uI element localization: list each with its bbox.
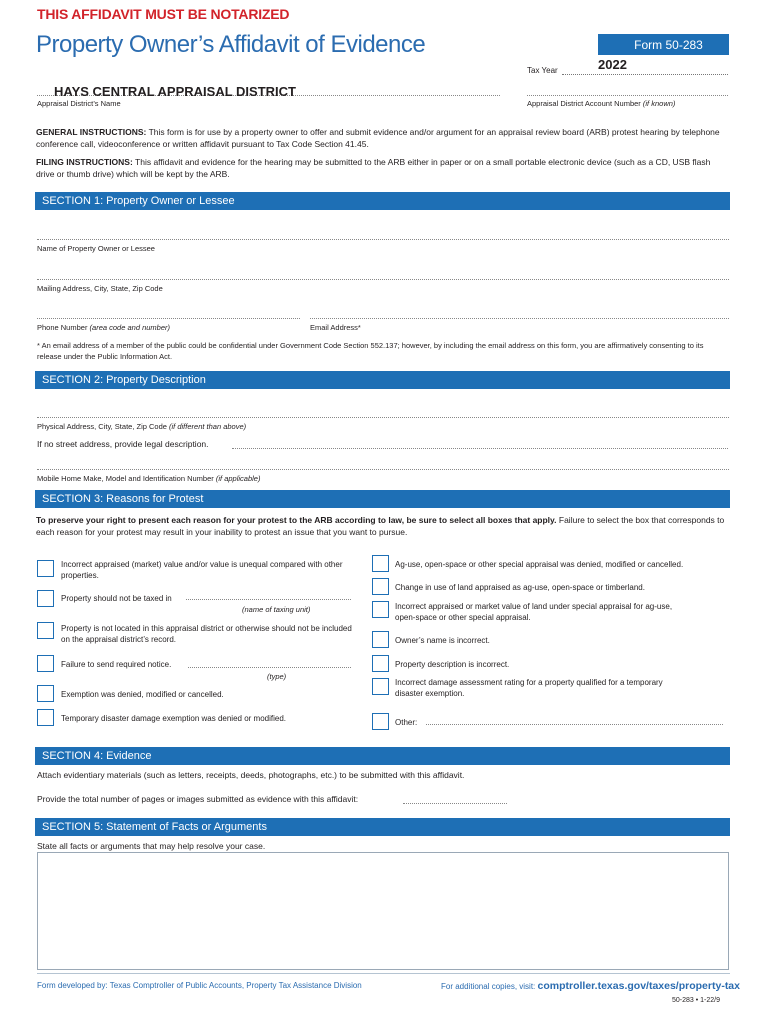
reason-label-failure-notice: Failure to send required notice.: [61, 660, 172, 669]
district-name-label: Appraisal District’s Name: [37, 99, 121, 108]
footer-form-code: 50-283 • 1-22/9: [672, 997, 720, 1004]
reason-checkbox-other[interactable]: [372, 713, 389, 730]
mailing-address-label: Mailing Address, City, State, Zip Code: [37, 284, 163, 293]
section-4-header: SECTION 4: Evidence: [35, 747, 730, 765]
general-instructions: GENERAL INSTRUCTIONS: This form is for use by a property owner to offer and submit evidence and/or argument for an appraisal review board (ARB) protest hearing by telephone conference call, videoconference or written affidavit pursuant to Tax Code Section 41.45.: [36, 127, 720, 149]
section-3-header: SECTION 3: Reasons for Protest: [35, 490, 730, 508]
notice-type-field[interactable]: [188, 667, 351, 668]
reason-label-not-taxed: Property should not be taxed in: [61, 594, 172, 603]
evidence-pages-field[interactable]: [403, 803, 507, 804]
reason-checkbox-disaster-exemption[interactable]: [37, 709, 54, 726]
reason-label-special-appraisal-value: Incorrect appraised or market value of land under special appraisal for ag-use, open-space or other special appraisal.: [395, 602, 673, 622]
reason-checkbox-exemption-denied[interactable]: [37, 685, 54, 702]
tax-year-value[interactable]: 2022: [598, 57, 627, 72]
other-reason-field[interactable]: [426, 724, 723, 725]
reason-label-owner-name: Owner’s name is incorrect.: [395, 636, 490, 645]
filing-instructions: FILING INSTRUCTIONS: This affidavit and evidence for the hearing may be submitted to the ARB either in paper or on a small portable electronic device (such as a CD, USB flash drive or thumb drive) which will be kept by the ARB.: [36, 157, 711, 179]
reason-checkbox-not-taxed[interactable]: [37, 590, 54, 607]
district-name-value[interactable]: HAYS CENTRAL APPRAISAL DISTRICT: [54, 84, 296, 99]
mobile-home-label: Mobile Home Make, Model and Identification Number (if applicable): [37, 474, 261, 483]
taxing-unit-sublabel: (name of taxing unit): [242, 605, 311, 614]
form-title: Property Owner’s Affidavit of Evidence: [36, 31, 426, 58]
email-field[interactable]: [310, 318, 729, 319]
reason-checkbox-property-description[interactable]: [372, 655, 389, 672]
reason-checkbox-failure-notice[interactable]: [37, 655, 54, 672]
account-number-label: Appraisal District Account Number (if known): [527, 99, 676, 108]
section-1-header: SECTION 1: Property Owner or Lessee: [35, 192, 730, 210]
reason-label-ag-use-denied: Ag-use, open-space or other special appraisal was denied, modified or cancelled.: [395, 560, 684, 569]
reason-label-incorrect-value: Incorrect appraised (market) value and/or value is unequal compared with other properties.: [61, 560, 343, 580]
form-number-badge: Form 50-283: [598, 34, 729, 55]
reason-label-change-in-use: Change in use of land appraised as ag-use, open-space or timberland.: [395, 583, 645, 592]
reason-checkbox-ag-use-denied[interactable]: [372, 555, 389, 572]
reason-label-disaster-exemption: Temporary disaster damage exemption was denied or modified.: [61, 714, 287, 723]
mobile-home-field[interactable]: [37, 469, 729, 470]
notarization-warning: THIS AFFIDAVIT MUST BE NOTARIZED: [37, 6, 290, 22]
owner-name-label: Name of Property Owner or Lessee: [37, 244, 155, 253]
footer-divider: [37, 973, 730, 974]
footer-copies-link[interactable]: comptroller.texas.gov/taxes/property-tax: [537, 980, 740, 992]
reason-label-damage-rating: Incorrect damage assessment rating for a property qualified for a temporary disaster exemption.: [395, 678, 663, 698]
legal-description-prompt: If no street address, provide legal description.: [37, 439, 209, 449]
reason-checkbox-incorrect-value[interactable]: [37, 560, 54, 577]
notice-type-sublabel: (type): [267, 672, 287, 681]
evidence-attach-text: Attach evidentiary materials (such as letters, receipts, deeds, photographs, etc.) to be submitted with this affidavit.: [37, 770, 465, 780]
facts-textarea[interactable]: [37, 852, 729, 970]
email-label: Email Address*: [310, 323, 361, 332]
footer-developed-by: Form developed by: Texas Comptroller of Public Accounts, Property Tax Assistance Division: [37, 981, 362, 990]
reason-checkbox-damage-rating[interactable]: [372, 678, 389, 695]
reason-checkbox-not-in-district[interactable]: [37, 622, 54, 639]
taxing-unit-field[interactable]: [186, 599, 351, 600]
reason-label-exemption-denied: Exemption was denied, modified or cancelled.: [61, 690, 224, 699]
section-2-header: SECTION 2: Property Description: [35, 371, 730, 389]
legal-description-field[interactable]: [232, 448, 728, 449]
owner-name-field[interactable]: [37, 239, 729, 240]
tax-year-label: Tax Year: [527, 66, 558, 75]
phone-field[interactable]: [37, 318, 300, 319]
evidence-pages-text: Provide the total number of pages or images submitted as evidence with this affidavit:: [37, 794, 359, 804]
physical-address-label: Physical Address, City, State, Zip Code (if different than above): [37, 422, 247, 431]
protest-intro: To preserve your right to present each reason for your protest to the ARB according to law, be sure to select all boxes that apply. Failure to select the box that corresponds to each reason for your protest may result in your inability to protest an issue that you want to pursue.: [36, 515, 725, 537]
reason-label-not-in-district: Property is not located in this appraisal district or otherwise should not be included on the appraisal district’s record.: [61, 624, 352, 644]
reason-checkbox-change-in-use[interactable]: [372, 578, 389, 595]
reason-label-property-description: Property description is incorrect.: [395, 660, 510, 669]
reason-checkbox-special-appraisal-value[interactable]: [372, 601, 389, 618]
section-5-header: SECTION 5: Statement of Facts or Arguments: [35, 818, 730, 836]
footer-copies: For additional copies, visit: comptroller.texas.gov/taxes/property-tax: [441, 980, 740, 992]
reason-checkbox-owner-name[interactable]: [372, 631, 389, 648]
facts-prompt: State all facts or arguments that may help resolve your case.: [37, 841, 266, 851]
phone-label: Phone Number (area code and number): [37, 323, 171, 332]
mailing-address-field[interactable]: [37, 279, 729, 280]
physical-address-field[interactable]: [37, 417, 729, 418]
email-footnote: * An email address of a member of the public could be confidential under Government Code Section 552.137; however, by including the email address on this form, you are affirmatively consenting to its release under the Public Information Act.: [37, 341, 704, 361]
reason-label-other: Other:: [395, 718, 418, 727]
account-number-field[interactable]: [527, 95, 728, 96]
tax-year-field[interactable]: [562, 74, 728, 75]
